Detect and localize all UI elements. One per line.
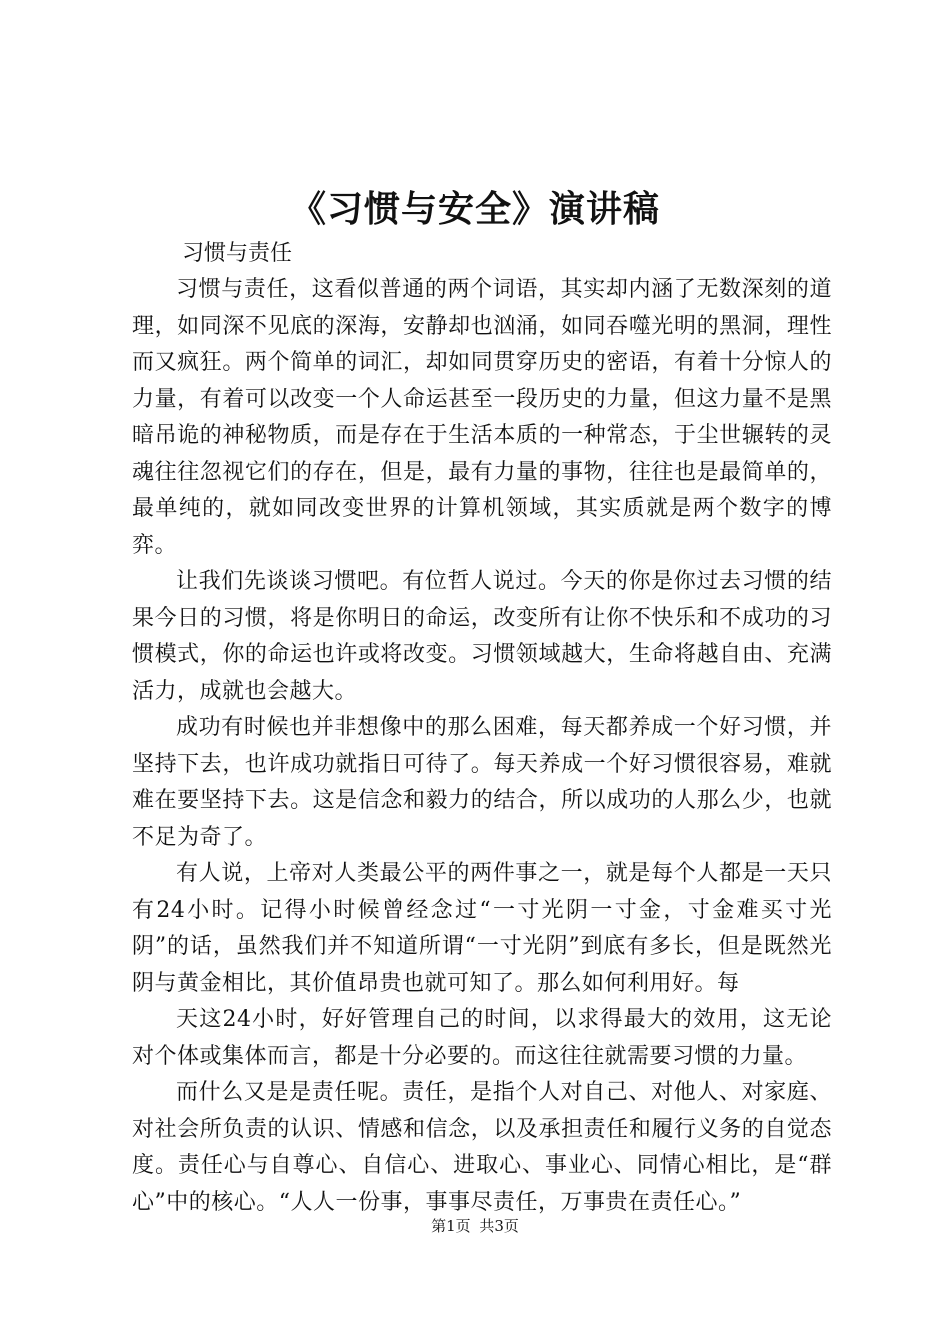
paragraph: 让我们先谈谈习惯吧。有位哲人说过。今天的你是你过去习惯的结果今日的习惯，将是你明日的命运，改变所有让你不快乐和不成功的习惯模式，你的命运也许或将改变。习惯领域越大，生命将越自由、充满活力，成就也会越大。 bbox=[132, 569, 832, 704]
document-subtitle: 习惯与责任 bbox=[182, 241, 293, 266]
paragraph: 有人说，上帝对人类最公平的两件事之一，就是每个人都是一天只有24小时。记得小时候曾经念过“一寸光阴一寸金，寸金难买寸光阴”的话，虽然我们并不知道所谓“一寸光阴”到底有多长，但是既然光阴与黄金相比，其价值昂贵也就可知了。那么如何利用好。每 bbox=[132, 861, 832, 996]
page-total: 共3页 bbox=[479, 1217, 519, 1235]
paragraph: 而什么又是是责任呢。责任，是指个人对自己、对他人、对家庭、对社会所负责的认识、情感和信念，以及承担责任和履行义务的自觉态度。责任心与自尊心、自信心、进取心、事业心、同情心相比，是“群心”中的核心。“人人一份事，事事尽责任，万事贵在责任心。” bbox=[132, 1080, 832, 1215]
document-title: 《习惯与安全》演讲稿 bbox=[289, 188, 660, 230]
paragraph: 天这24小时，好好管理自己的时间，以求得最大的效用，这无论对个体或集体而言，都是十分必要的。而这往往就需要习惯的力量。 bbox=[132, 1007, 832, 1069]
paragraph: 成功有时候也并非想像中的那么困难，每天都养成一个好习惯，并坚持下去，也许成功就指日可待了。每天养成一个好习惯很容易，难就难在要坚持下去。这是信念和毅力的结合，所以成功的人那么少，也就不足为奇了。 bbox=[132, 715, 832, 850]
page-footer bbox=[0, 1216, 950, 1236]
paragraph: 习惯与责任，这看似普通的两个词语，其实却内涵了无数深刻的道理，如同深不见底的深海，安静却也汹涌，如同吞噬光明的黑洞，理性而又疯狂。两个简单的词汇，却如同贯穿历史的密语，有着十分惊人的力量，有着可以改变一个人命运甚至一段历史的力量，但这力量不是黑暗吊诡的神秘物质，而是存在于生活本质的一种常态，于尘世辗转的灵魂往往忽视它们的存在，但是，最有力量的事物，往往也是最简单的，最单纯的，就如同改变世界的计算机领域，其实质就是两个数字的博弈。 bbox=[132, 277, 832, 558]
page-number: 第1页 bbox=[431, 1217, 471, 1235]
document-body bbox=[132, 272, 832, 1221]
